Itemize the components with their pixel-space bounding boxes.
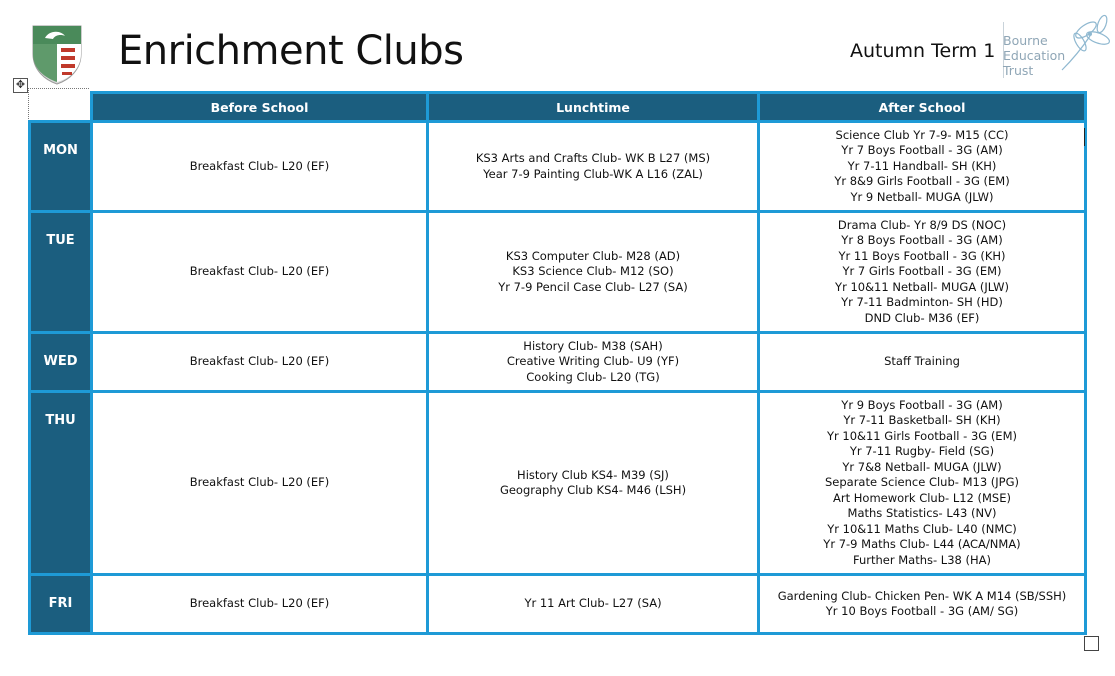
club-entry: Yr 7 Boys Football - 3G (AM) <box>841 143 1003 158</box>
club-entry: Creative Writing Club- U9 (YF) <box>506 354 680 369</box>
club-entry: Yr 7-11 Basketball- SH (KH) <box>843 413 1001 428</box>
club-entry: Gardening Club- Chicken Pen- WK A M14 (SB/SSH) <box>777 588 1067 603</box>
column-header: Lunchtime <box>428 93 759 122</box>
table-move-handle-icon[interactable]: ✥ <box>13 78 28 93</box>
table-row <box>30 392 1086 575</box>
club-entry: Yr 10 Boys Football - 3G (AM/ SG) <box>825 604 1019 618</box>
term-label: Autumn Term 1 <box>850 40 996 62</box>
club-entry: Yr 7 Girls Football - 3G (EM) <box>842 264 1002 279</box>
club-entry: Year 7-9 Painting Club-WK A L16 (ZAL) <box>483 166 703 181</box>
table-row <box>30 122 1086 212</box>
club-entry: Further Maths- L38 (HA) <box>852 552 991 567</box>
club-entry: Breakfast Club- L20 (EF) <box>189 354 330 369</box>
day-label: THU <box>30 392 92 575</box>
schedule-cell-lunch <box>428 575 759 634</box>
trust-name-line: Trust <box>1003 63 1034 78</box>
club-entry: Yr 8&9 Girls Football - 3G (EM) <box>834 174 1010 189</box>
trust-name-line: Bourne <box>1003 33 1048 48</box>
schedule-cell-before <box>92 122 428 212</box>
club-entry: Yr 11 Boys Football - 3G (KH) <box>838 248 1006 263</box>
club-entry: Staff Training <box>884 354 960 369</box>
club-entry: Drama Club- Yr 8/9 DS (NOC) <box>837 217 1007 232</box>
day-label: FRI <box>30 575 92 634</box>
club-entry: Breakfast Club- L20 (EF) <box>189 264 330 279</box>
club-entry: History Club- M38 (SAH) <box>523 338 663 353</box>
page-title: Enrichment Clubs <box>118 28 464 74</box>
club-entry: Yr 7-11 Handball- SH (KH) <box>847 158 997 173</box>
club-entry: Yr 7-11 Rugby- Field (SG) <box>849 444 995 459</box>
club-entry: Breakfast Club- L20 (EF) <box>189 475 330 490</box>
club-entry: KS3 Computer Club- M28 (AD) <box>505 248 681 263</box>
club-entry: KS3 Science Club- M12 (SO) <box>512 264 674 279</box>
club-entry: Yr 7-9 Pencil Case Club- L27 (SA) <box>498 279 688 294</box>
club-entry: Yr 7&8 Netball- MUGA (JLW) <box>842 459 1002 474</box>
schedule-cell-after <box>759 575 1086 634</box>
text-cursor <box>1084 128 1085 146</box>
schedule-cell-lunch <box>428 122 759 212</box>
club-entry: Yr 10&11 Netball- MUGA (JLW) <box>835 279 1009 294</box>
club-entry: Yr 11 Art Club- L27 (SA) <box>524 596 662 611</box>
club-entry: Breakfast Club- L20 (EF) <box>189 158 330 173</box>
table-row <box>30 575 1086 634</box>
schedule-cell-before <box>92 333 428 392</box>
table-resize-handle[interactable] <box>1084 636 1099 651</box>
day-label: MON <box>30 122 92 212</box>
schedule-cell-before <box>92 575 428 634</box>
schedule-cell-lunch <box>428 212 759 333</box>
club-entry: Yr 9 Netball- MUGA (JLW) <box>850 189 994 204</box>
club-entry: Yr 7-11 Badminton- SH (HD) <box>841 295 1003 310</box>
schedule-cell-before <box>92 392 428 575</box>
trust-name-line: Education <box>1003 48 1066 63</box>
club-entry: Science Club Yr 7-9- M15 (CC) <box>835 127 1009 142</box>
schedule-cell-lunch <box>428 392 759 575</box>
day-label: TUE <box>30 212 92 333</box>
column-header: Before School <box>92 93 428 122</box>
column-header: After School <box>759 93 1086 122</box>
trust-name <box>1003 33 1065 78</box>
schedule-cell-after <box>759 212 1086 333</box>
club-entry: Cooking Club- L20 (TG) <box>526 369 660 384</box>
club-entry: Yr 10&11 Girls Football - 3G (EM) <box>826 428 1017 443</box>
club-entry: DND Club- M36 (EF) <box>864 310 980 325</box>
corner-cell <box>30 93 92 122</box>
timetable <box>28 91 1087 635</box>
club-entry: Yr 9 Boys Football - 3G (AM) <box>841 397 1003 412</box>
club-entry: KS3 Arts and Crafts Club- WK B L27 (MS) <box>475 151 711 165</box>
club-entry: Yr 8 Boys Football - 3G (AM) <box>841 233 1003 248</box>
club-entry: Separate Science Club- M13 (JPG) <box>824 475 1019 490</box>
club-entry: Yr 7-9 Maths Club- L44 (ACA/NMA) <box>823 537 1021 552</box>
club-entry: Geography Club KS4- M46 (LSH) <box>499 483 687 497</box>
club-entry: History Club KS4- M39 (SJ) <box>517 467 669 482</box>
schedule-cell-lunch <box>428 333 759 392</box>
club-entry: Art Homework Club- L12 (MSE) <box>833 490 1011 505</box>
schedule-cell-after <box>759 333 1086 392</box>
table-row <box>30 212 1086 333</box>
table-header-row <box>30 93 1086 122</box>
schedule-cell-after <box>759 392 1086 575</box>
club-entry: Breakfast Club- L20 (EF) <box>189 596 330 611</box>
club-entry: Yr 10&11 Maths Club- L40 (NMC) <box>827 521 1017 536</box>
table-row <box>30 333 1086 392</box>
schedule-cell-after <box>759 122 1086 212</box>
school-crest-icon <box>31 24 83 86</box>
club-entry: Maths Statistics- L43 (NV) <box>847 506 997 521</box>
schedule-cell-before <box>92 212 428 333</box>
day-label: WED <box>30 333 92 392</box>
